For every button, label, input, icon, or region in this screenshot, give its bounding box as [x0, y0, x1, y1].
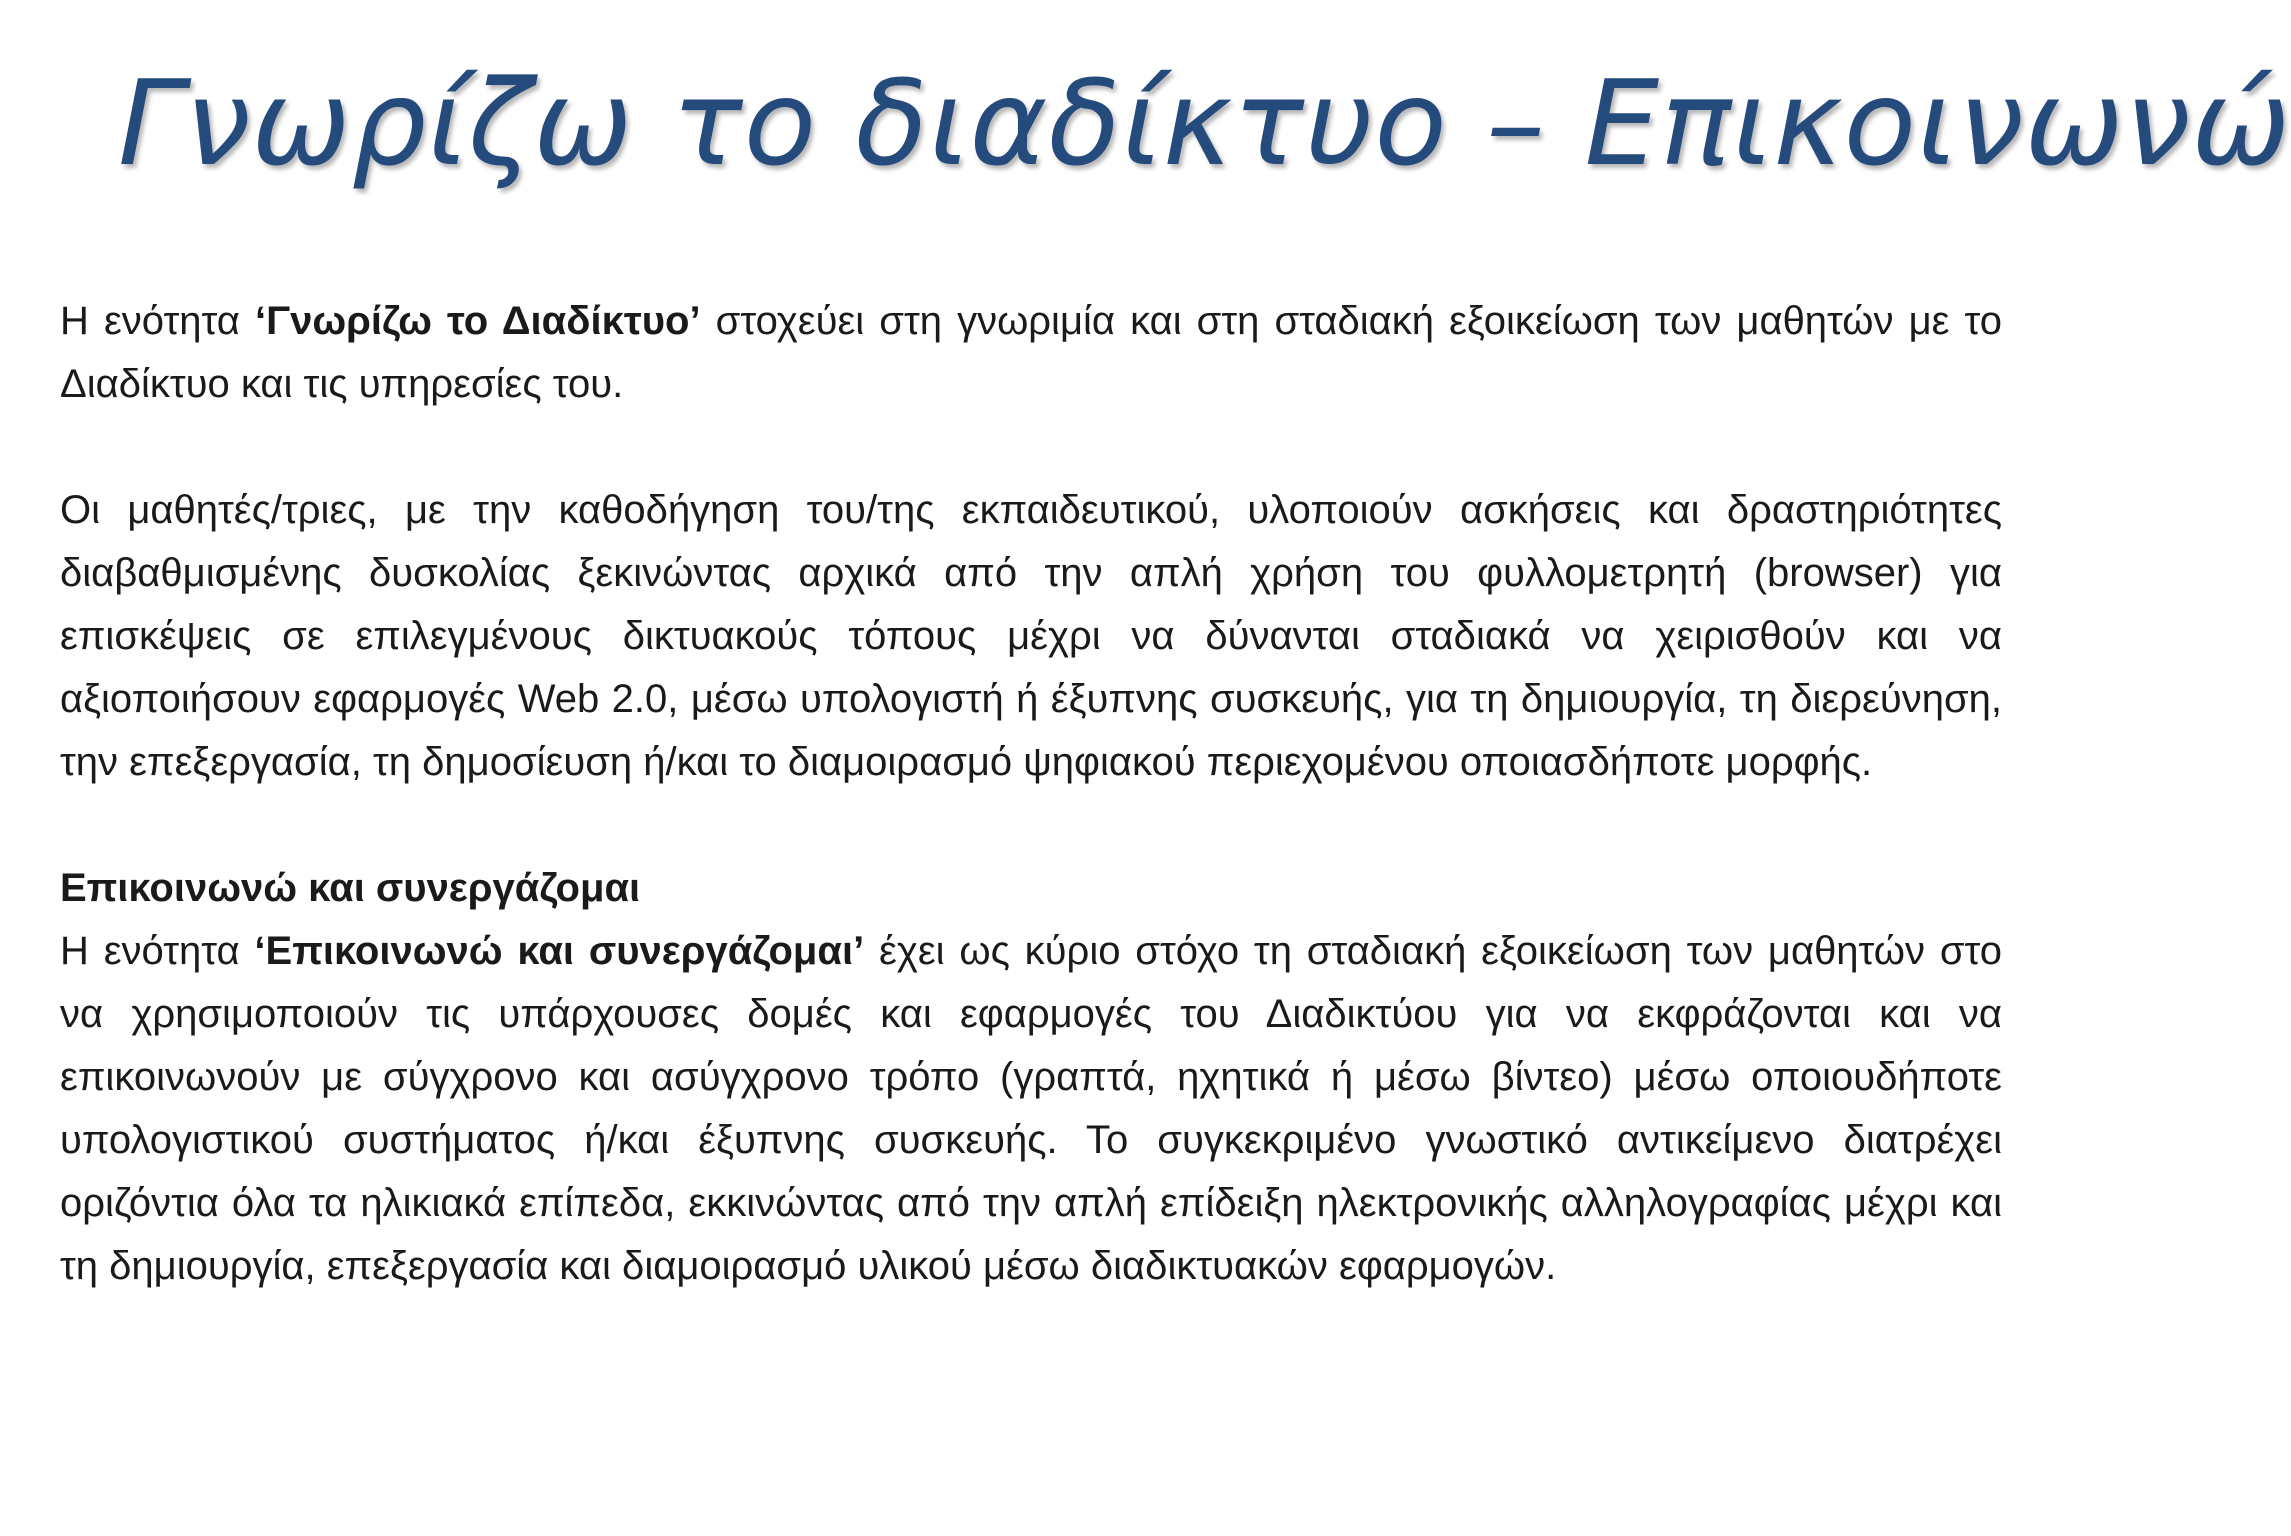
paragraph-internet-bold-title: ‘Γνωρίζω το Διαδίκτυο’ [254, 299, 701, 343]
paragraph-internet-suffix: στοχεύει στη γνωριμία και στη σταδιακή εξοικείωση των μαθητών με το Διαδίκτυο και τις υπηρεσίες του. [60, 299, 2003, 406]
paragraph-internet-intro [60, 290, 2002, 416]
paragraph-communicate-bold-title: ‘Επικοινωνώ και συνεργάζομαι’ [254, 929, 865, 973]
paragraph-communicate-prefix: Η ενότητα [60, 929, 255, 973]
paragraph-internet-prefix: Η ενότητα [60, 299, 255, 343]
paragraph-spacer [60, 794, 2002, 857]
paragraph-communicate-suffix: έχει ως κύριο στόχο τη σταδιακή εξοικείωση των μαθητών στο να χρησιμοποιούν τις υπάρχουσες δομές και εφαρμογές του Διαδικτύου για να εκφράζονται και να επικοινωνούν με σύγχρονο και ασύγχρονο τρόπο (γραπτά, ηχητικά ή μέσω βίντεο) μέσω οποιουδήποτε υπολογιστικού συστήματος ή/και έξυπνης συσκευής. Το συγκεκριμένο γνωστικό αντικείμενο διατρέχει οριζόντια όλα τα ηλικιακά επίπεδα, εκκινώντας από την απλή επίδειξη ηλεκτρονικής αλληλογραφίας μέχρι και τη δημιουργία, επεξεργασία και διαμοιρασμό υλικού μέσω διαδικτυακών εφαρμογών. [60, 929, 2002, 1288]
slide-title: Γνωρίζω το διαδίκτυο – Επικοινωνώ [118, 54, 2291, 192]
slide-body [60, 290, 2002, 1298]
paragraph-students-activities: Οι μαθητές/τριες, με την καθοδήγηση του/της εκπαιδευτικού, υλοποιούν ασκήσεις και δραστηριότητες διαβαθμισμένης δυσκολίας ξεκινώντας αρχικά από την απλή χρήση του φυλλομετρητή (browser) για επισκέψεις σε επιλεγμένους δικτυακούς τόπους μέχρι να δύνανται σταδιακά να χειρισθούν και να αξιοποιήσουν εφαρμογές Web 2.0, μέσω υπολογιστή ή έξυπνης συσκευής, για τη δημιουργία, τη διερεύνηση, την επεξεργασία, τη δημοσίευση ή/και το διαμοιρασμό ψηφιακού περιεχομένου οποιασδήποτε μορφής. [60, 488, 2002, 784]
paragraph-spacer [60, 416, 2002, 479]
paragraph-communicate [60, 920, 2002, 1298]
section-heading-communicate: Επικοινωνώ και συνεργάζομαι [60, 866, 641, 910]
